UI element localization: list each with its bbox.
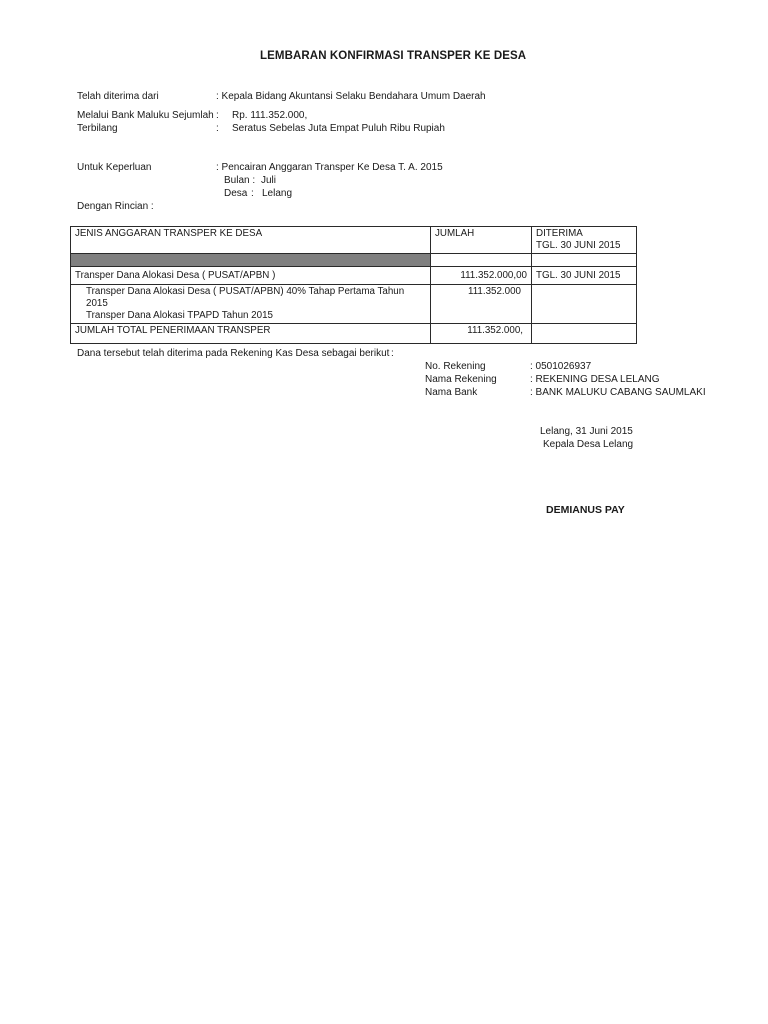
table-row: [71, 267, 637, 285]
table-row: [71, 285, 637, 324]
signer-position: Kepala Desa Lelang: [543, 439, 634, 450]
table-header-row: [71, 227, 637, 254]
account-name-value: : REKENING DESA LELANG: [530, 374, 660, 385]
row-jumlah: 111.352.000,00: [431, 267, 532, 285]
via-bank-amount: Rp. 111.352.000,: [232, 110, 308, 121]
header-diterima-line2: TGL. 30 JUNI 2015: [536, 240, 621, 251]
via-bank-label: Melalui Bank Maluku Sejumlah: [77, 110, 214, 121]
account-intro: Dana tersebut telah diterima pada Rekening Kas Desa sebagai berikut: [77, 348, 390, 359]
received-from-value: : Kepala Bidang Akuntansi Selaku Bendahara Umum Daerah: [216, 91, 486, 102]
table-separator-row: [71, 254, 637, 267]
row-diterima: [532, 285, 637, 324]
header-jumlah: JUMLAH: [431, 227, 532, 254]
row-jenis-line1: Transper Dana Alokasi Desa ( PUSAT/APBN) 40% Tahap Pertama Tahun 2015: [86, 286, 405, 309]
account-intro-colon: :: [391, 348, 394, 359]
account-number-value: : 0501026937: [530, 361, 592, 372]
separator-cell-empty: [431, 254, 532, 267]
separator-cell: [71, 254, 431, 267]
details-label: Dengan Rincian :: [77, 201, 154, 212]
bank-name-label: Nama Bank: [425, 387, 478, 398]
month-value: Juli: [261, 175, 277, 186]
separator-cell-empty: [532, 254, 637, 267]
row-jenis: Transper Dana Alokasi Desa ( PUSAT/APBN ): [71, 267, 431, 285]
header-jenis: JENIS ANGGARAN TRANSPER KE DESA: [71, 227, 431, 254]
total-diterima: [532, 324, 637, 344]
document-title: LEMBARAN KONFIRMASI TRANSPER KE DESA: [260, 50, 527, 62]
row-jumlah: 111.352.000: [431, 285, 532, 324]
header-diterima: [532, 227, 637, 254]
account-name-label: Nama Rekening: [425, 374, 497, 385]
header-diterima-line1: DITERIMA: [536, 228, 583, 239]
total-label: JUMLAH TOTAL PENERIMAAN TRANSPER: [71, 324, 431, 344]
spelled-label: Terbilang: [77, 123, 118, 134]
row-diterima: TGL. 30 JUNI 2015: [532, 267, 637, 285]
row-jenis-line2: Transper Dana Alokasi TPAPD Tahun 2015: [86, 310, 273, 321]
month-label: Bulan :: [224, 175, 256, 186]
bank-name-value: : BANK MALUKU CABANG SAUMLAKI: [530, 387, 706, 398]
row-jenis: [71, 285, 431, 324]
spelled-colon: :: [216, 123, 219, 134]
details-table: [70, 226, 637, 344]
total-jumlah: 111.352.000,: [431, 324, 532, 344]
spelled-value: Seratus Sebelas Juta Empat Puluh Ribu Rupiah: [232, 123, 445, 134]
purpose-label: Untuk Keperluan: [77, 162, 152, 173]
village-label: Desa: [224, 188, 248, 199]
via-bank-colon: :: [216, 110, 219, 121]
place-date: Lelang, 31 Juni 2015: [540, 426, 633, 437]
table-total-row: [71, 324, 637, 344]
signer-name: DEMIANUS PAY: [546, 504, 625, 516]
village-value: Lelang: [262, 188, 293, 199]
village-colon: :: [251, 188, 254, 199]
account-number-label: No. Rekening: [425, 361, 486, 372]
purpose-value: : Pencairan Anggaran Transper Ke Desa T. A. 2015: [216, 162, 443, 173]
received-from-label: Telah diterima dari: [77, 91, 159, 102]
